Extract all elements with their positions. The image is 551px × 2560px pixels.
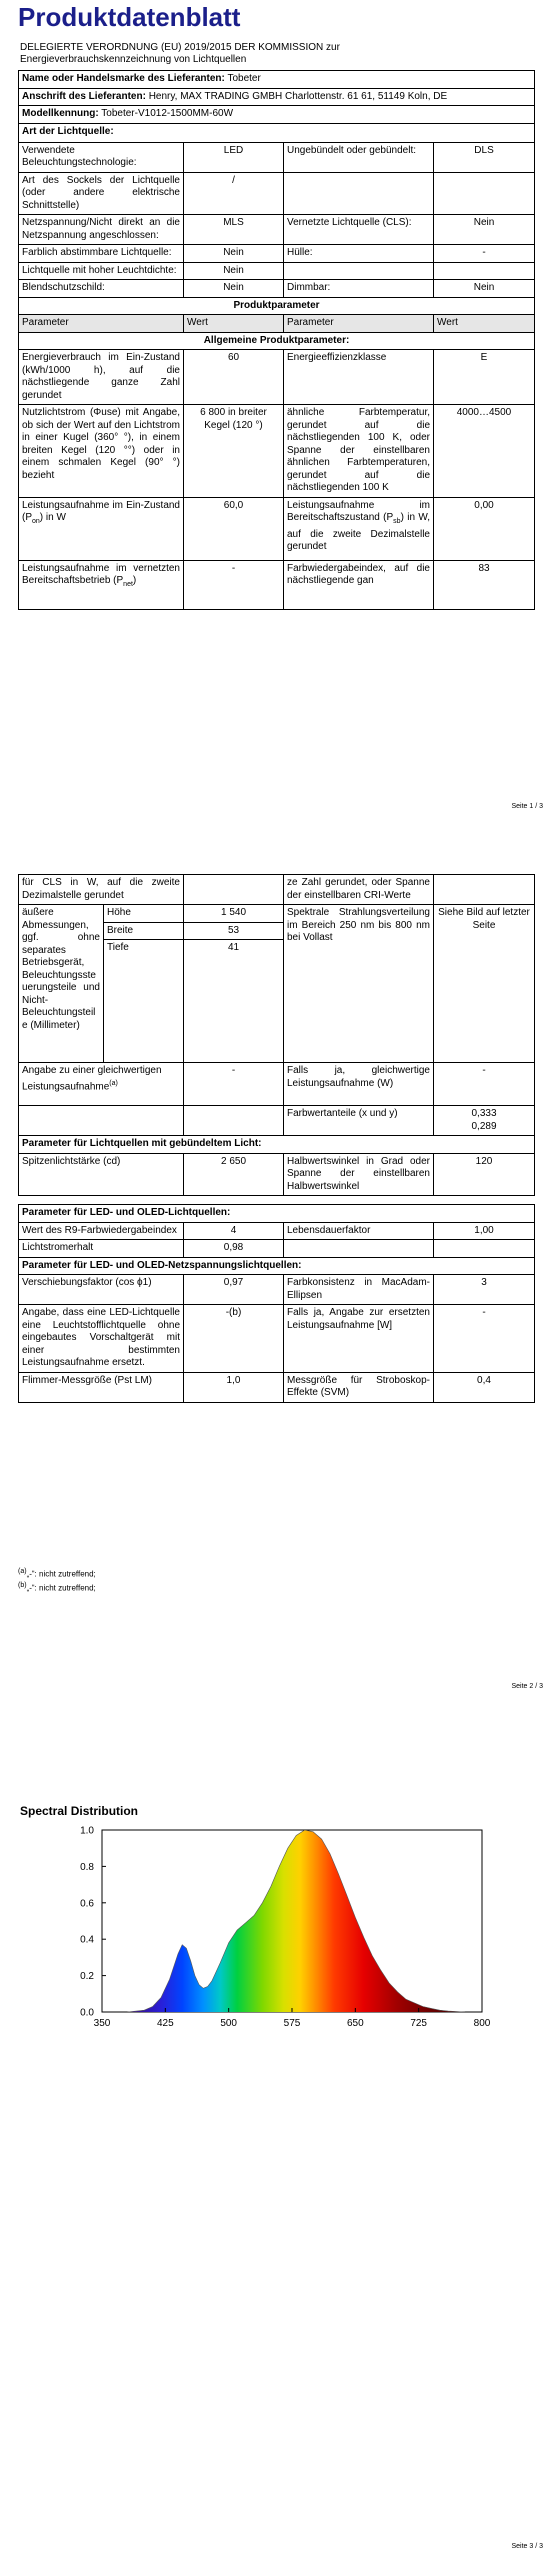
high-luminance-label: Lichtquelle mit hoher Leuchtdichte: (19, 262, 184, 280)
product-params-title: Produktparameter (19, 297, 535, 315)
survival-factor-value: 1,00 (434, 1222, 535, 1240)
page-1 (0, 0, 551, 820)
model-label: Modellkennung: (22, 108, 99, 119)
led-section-title: Parameter für LED- und OLED-Lichtquellen: (19, 1205, 535, 1223)
equivalent-power-claim-value: - (434, 1063, 535, 1106)
mains-label: Netzspannung/Nicht direkt an die Netzspannung angeschlossen: (19, 215, 184, 245)
x-tick-label: 500 (220, 2018, 238, 2029)
continuation-left: für CLS in W, auf die zweite Dezimalstelle gerundet (19, 875, 184, 905)
mls-section-title: Parameter für LED- und OLED-Netzspannungslichtquellen: (19, 1257, 535, 1275)
lumen-maintenance-label: Lichtstromerhalt (19, 1240, 184, 1258)
networked-standby-value: - (184, 560, 284, 609)
x-tick-label: 350 (93, 2018, 111, 2029)
cap-type-label: Art des Sockels der Lichtquelle (oder andere elektrische Schnittstelle) (19, 172, 184, 215)
footnote-b: $^{(b)}$„-“: nicht zutreffend; (18, 1581, 96, 1593)
trademark-label: Name oder Handelsmarke des Lieferanten: (22, 73, 225, 84)
power-on-value: 60,0 (184, 497, 284, 560)
source-type-header-row (19, 123, 535, 142)
macadam-label: Farbkonsistenz in MacAdam-Ellipsen (284, 1275, 434, 1305)
regulation-intro (20, 42, 520, 66)
regulation-line-2: Energieverbrauchskennzeichnung von Lichtquellen (20, 54, 247, 65)
address-label: Anschrift des Lieferanten: (22, 90, 146, 102)
dimensions-label: äußere Abmessungen, ggf. ohne separates Betriebsgerät, Beleuchtungssteuerungsteile und Nicht-Beleuchtungsteile (Millimeter) (19, 905, 104, 1063)
standby-label: Leistungsaufnahme im Bereitschaftszustand $(P_{sb})$ in W, auf die zweite Dezimalstelle gerundet (284, 497, 434, 560)
cap-type-value: / (184, 172, 284, 215)
spectral-value: Siehe Bild auf letzter Seite (434, 905, 535, 1063)
fluorescent-replacement-label: Angabe, dass eine LED-Lichtquelle eine Leuchtstofflichtquelle ohne eingebautes Vorschaltgerät mit einer bestimmten Leistungsaufnahme ersetzt. (19, 1305, 184, 1373)
chromaticity-row (19, 1106, 535, 1136)
antiglare-value: Nein (184, 280, 284, 298)
equivalent-power-label: Angabe zu einer gleichwertigen Leistungsaufnahme$^{(a)}$ (19, 1063, 184, 1106)
col-header-param-1: Parameter (19, 315, 184, 333)
connected-label: Vernetzte Lichtquelle (CLS): (284, 215, 434, 245)
y-tick-label: 0.6 (80, 1898, 94, 1910)
beam-angle-label: Halbwertswinkel in Grad oder Spanne der einstellbaren Halbwertswinkel (284, 1153, 434, 1196)
column-header-row (19, 315, 535, 333)
flux-value: 6 800 in breiter Kegel (120 °) (184, 405, 284, 498)
general-params-title-row (19, 332, 535, 350)
model-value: Tobeter-V1012-1500MM-60W (101, 108, 234, 119)
envelope-value: - (434, 245, 535, 263)
fluorescent-replacement-value: -(b) (184, 1305, 284, 1373)
page-3-footer: Seite 3 / 3 (511, 2543, 543, 2550)
tunable-value: Nein (184, 245, 284, 263)
model-row (19, 106, 535, 124)
led-title-row (19, 1205, 535, 1223)
x-tick-label: 725 (410, 2018, 428, 2029)
equivalent-power-value: - (184, 1063, 284, 1106)
energy-row (19, 350, 535, 405)
antiglare-row (19, 280, 535, 298)
energy-value: 60 (184, 350, 284, 405)
cri-value: 83 (434, 560, 535, 609)
directional-label: Ungebündelt oder gebündelt: (284, 142, 434, 172)
peak-intensity-row (19, 1153, 535, 1196)
page-1-footer: Seite 1 / 3 (511, 803, 543, 810)
col-header-value-2: Wert (434, 315, 535, 333)
product-params-title-row (19, 297, 535, 315)
y-tick-label: 0.8 (80, 1861, 94, 1873)
mains-value: MLS (184, 215, 284, 245)
chromaticity-y: 0,289 (471, 1120, 497, 1132)
cct-label: ähnliche Farbtemperatur, gerundet auf die nächstliegenden 100 K, oder Spanne der einstellbaren ähnlichen Farbtemperaturen, gerundet auf die nächstliegenden 100 K (284, 405, 434, 498)
address-row (19, 88, 535, 106)
high-luminance-value: Nein (184, 262, 284, 280)
x-tick-label: 425 (156, 2018, 174, 2029)
standby-value: 0,00 (434, 497, 535, 560)
networked-standby-label: Leistungsaufnahme im vernetzten Bereitschaftsbetrieb $(P_{net})$ (19, 560, 184, 609)
flicker-row (19, 1372, 535, 1402)
equivalent-power-claim-label: Falls ja, gleichwertige Leistungsaufnahme (W) (284, 1063, 434, 1106)
chromaticity-value (434, 1106, 535, 1136)
depth-label: Tiefe (104, 940, 184, 1063)
document-title: Produktdatenblatt (18, 2, 241, 32)
tunable-label: Farblich abstimmbare Lichtquelle: (19, 245, 184, 263)
r9-value: 4 (184, 1222, 284, 1240)
antiglare-label: Blendschutzschild: (19, 280, 184, 298)
replaced-power-label: Falls ja, Angabe zur ersetzten Leistungsaufnahme [W] (284, 1305, 434, 1373)
spectral-distribution-chart (0, 1820, 551, 2060)
general-params-title: Allgemeine Produktparameter: (19, 332, 535, 350)
power-factor-row (19, 1275, 535, 1305)
x-tick-label: 575 (283, 2018, 301, 2029)
x-tick-label: 650 (346, 2018, 364, 2029)
survival-factor-label: Lebensdauerfaktor (284, 1222, 434, 1240)
envelope-label: Hülle: (284, 245, 434, 263)
power-factor-label: Verschiebungsfaktor (cos ϕ1) (19, 1275, 184, 1305)
continuation-row (19, 875, 535, 905)
page-3 (0, 1720, 551, 2560)
chromaticity-label: Farbwertanteile (x und y) (284, 1106, 434, 1136)
y-tick-label: 1.0 (80, 1825, 94, 1837)
dimensions-row-height (19, 905, 535, 923)
r9-row (19, 1222, 535, 1240)
flux-row (19, 405, 535, 498)
networked-standby-row (19, 560, 535, 609)
continuation-right: ze Zahl gerundet, oder Spanne der einstellbaren CRI-Werte (284, 875, 434, 905)
y-tick-label: 0.0 (80, 2007, 94, 2019)
chart-title: Spectral Distribution (20, 1804, 139, 1818)
chromaticity-x: 0,333 (471, 1108, 497, 1119)
trademark-row (19, 71, 535, 89)
svm-label: Messgröße für Stroboskop-Effekte (SVM) (284, 1372, 434, 1402)
energy-class-label: Energieeffizienzklasse (284, 350, 434, 405)
lumen-maintenance-value: 0,98 (184, 1240, 284, 1258)
cap-type-row (19, 172, 535, 215)
connected-value: Nein (434, 215, 535, 245)
high-luminance-row (19, 262, 535, 280)
power-on-row (19, 497, 535, 560)
footnote-a: $^{(a)}$„-“: nicht zutreffend; (18, 1568, 96, 1579)
energy-class-value: E (434, 350, 535, 405)
col-header-value-1: Wert (184, 315, 284, 333)
col-header-param-2: Parameter (284, 315, 434, 333)
energy-label: Energieverbrauch im Ein-Zustand (kWh/1000 h), auf die nächstliegende ganze Zahl gerundet (19, 350, 184, 405)
dls-title-row (19, 1136, 535, 1154)
width-label: Breite (104, 922, 184, 940)
trademark-value: Tobeter (227, 73, 261, 84)
macadam-value: 3 (434, 1275, 535, 1305)
height-value: 1 540 (184, 905, 284, 923)
y-tick-label: 0.4 (80, 1934, 94, 1946)
x-tick-label: 800 (473, 2018, 491, 2029)
mains-row (19, 215, 535, 245)
cct-value: 4000…4500 (434, 405, 535, 498)
power-factor-value: 0,97 (184, 1275, 284, 1305)
beam-angle-value: 120 (434, 1153, 535, 1196)
flicker-label: Flimmer-Messgröße (Pst LM) (19, 1372, 184, 1402)
peak-intensity-label: Spitzenlichtstärke (cd) (19, 1153, 184, 1196)
fluorescent-replacement-row (19, 1305, 535, 1373)
dls-section-title: Parameter für Lichtquellen mit gebündeltem Licht: (19, 1136, 535, 1154)
regulation-line-1: DELEGIERTE VERORDNUNG (EU) 2019/2015 DER KOMMISSION zur (20, 42, 340, 53)
r9-label: Wert des R9-Farbwiedergabeindex (19, 1222, 184, 1240)
cri-label: Farbwiedergabeindex, auf die nächstliegende gan (284, 560, 434, 609)
equivalent-power-row (19, 1063, 535, 1106)
flux-label: Nutzlichtstrom (Φuse) mit Angabe, ob sich der Wert auf den Lichtstrom in einer Kugel (360° °), in einem breiten Kegel (120 °°) oder in einem schmalen Kegel (90° °) bezieht (19, 405, 184, 498)
power-on-label: Leistungsaufnahme im Ein-Zustand $(P_{on})$ in W (19, 497, 184, 560)
address-value: Henry, MAX TRADING GMBH Charlottenstr. 61 61, 51149 Koln, DE (148, 90, 448, 102)
flicker-value: 1,0 (184, 1372, 284, 1402)
technology-label: Verwendete Beleuchtungstechnologie: (19, 142, 184, 172)
technology-value: LED (184, 142, 284, 172)
peak-intensity-value: 2 650 (184, 1153, 284, 1196)
product-datasheet-table-continued (18, 874, 535, 1403)
depth-value: 41 (184, 940, 284, 1063)
y-tick-label: 0.2 (80, 1971, 94, 1983)
page-2 (0, 840, 551, 1700)
spectral-label: Spektrale Strahlungsverteilung im Bereich 250 nm bis 800 nm bei Vollast (284, 905, 434, 1063)
svm-value: 0,4 (434, 1372, 535, 1402)
mls-title-row (19, 1257, 535, 1275)
height-label: Höhe (104, 905, 184, 923)
tunable-row (19, 245, 535, 263)
footnotes (18, 1566, 96, 1593)
page-2-footer: Seite 2 / 3 (511, 1683, 543, 1690)
directional-value: DLS (434, 142, 535, 172)
lumen-maintenance-row (19, 1240, 535, 1258)
product-datasheet-table (18, 70, 535, 610)
dimmable-value: Nein (434, 280, 535, 298)
source-type-label: Art der Lichtquelle: (19, 123, 535, 142)
dimmable-label: Dimmbar: (284, 280, 434, 298)
replaced-power-value: - (434, 1305, 535, 1373)
technology-row (19, 142, 535, 172)
width-value: 53 (184, 922, 284, 940)
